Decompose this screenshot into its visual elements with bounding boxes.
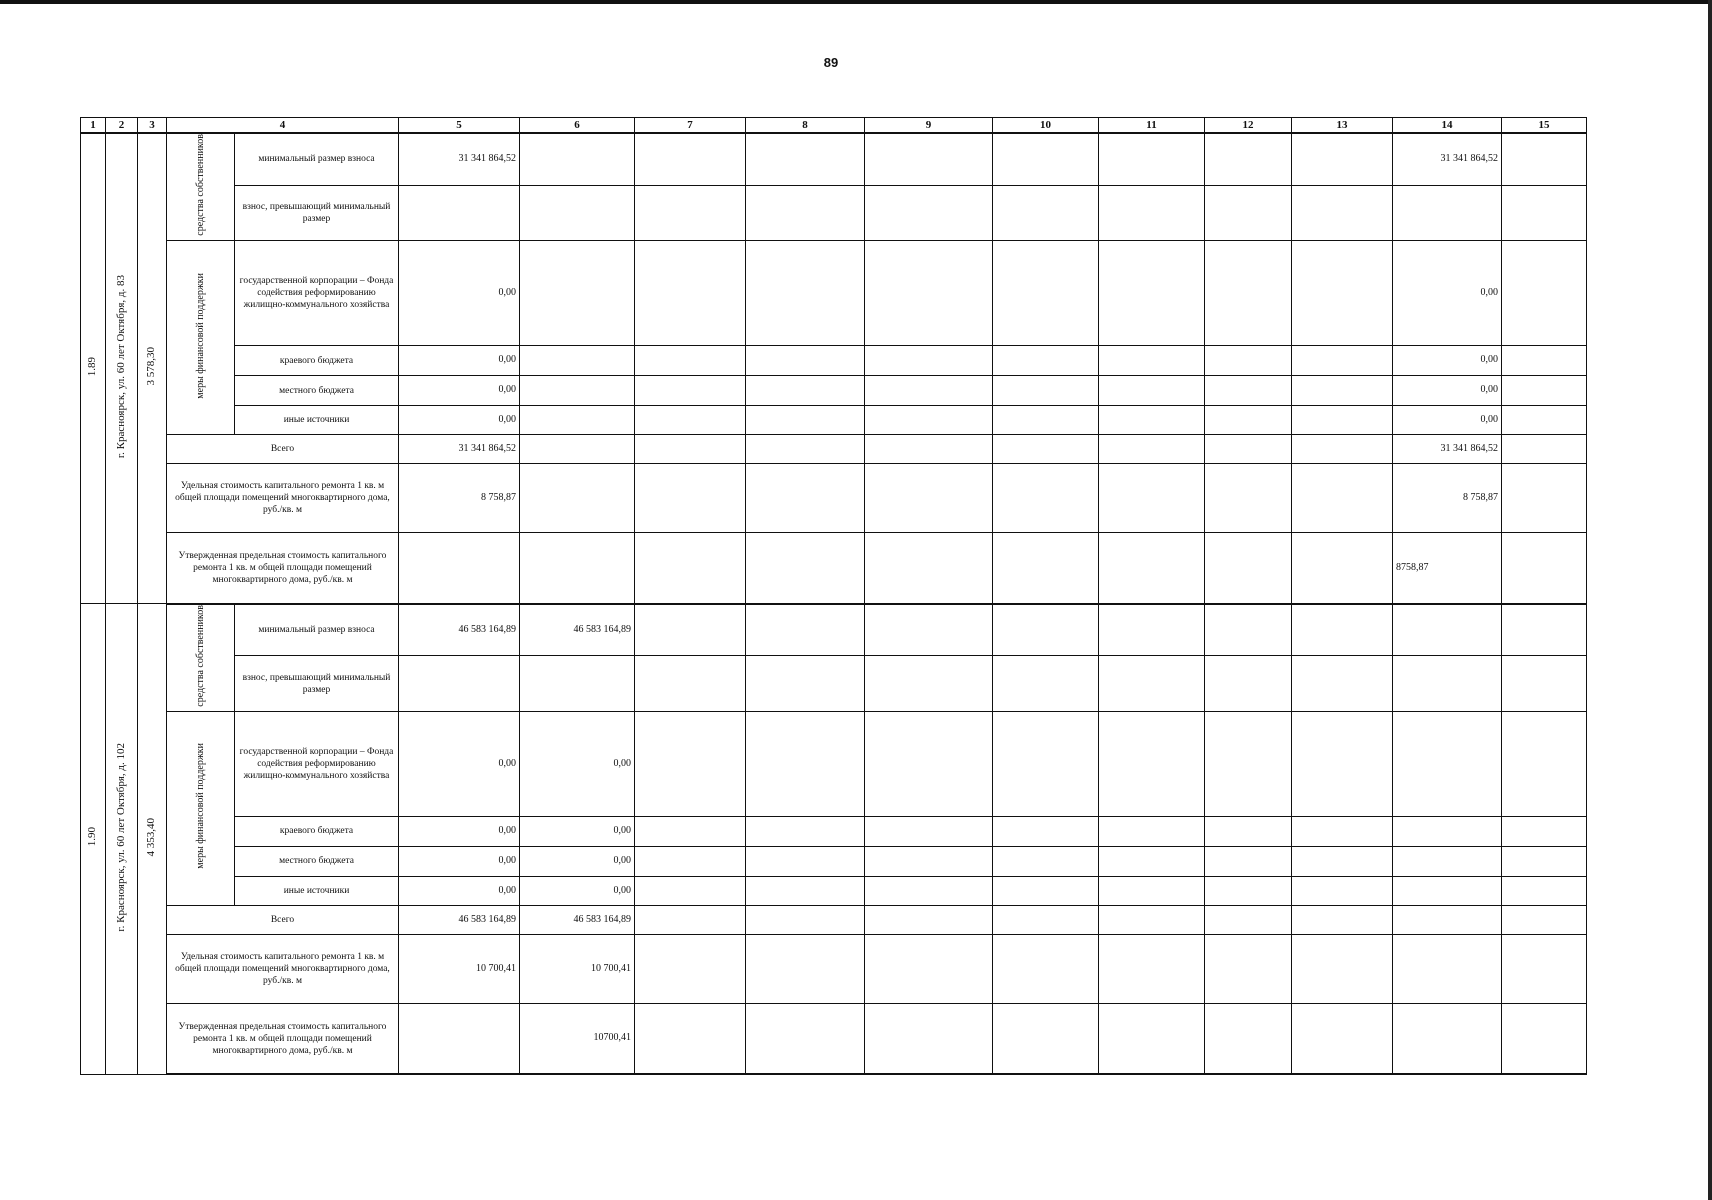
empty-col-15: [1502, 656, 1587, 712]
empty-col-13: [1292, 604, 1393, 656]
empty-col-10: [993, 656, 1099, 712]
column-header: 10: [993, 118, 1099, 134]
value-col-5: 10 700,41: [399, 934, 520, 1003]
empty-col-12: [1205, 711, 1292, 816]
table-row: [81, 934, 1587, 1003]
value-col-14: 0,00: [1393, 376, 1502, 406]
empty-col-7: [635, 604, 746, 656]
empty-col-9: [865, 435, 993, 464]
empty-col-8: [746, 905, 865, 934]
empty-col-11: [1099, 876, 1205, 905]
capital-repair-table: [80, 117, 1587, 1075]
value-col-14: [1393, 711, 1502, 816]
group-label: средства собственников: [194, 604, 206, 707]
empty-col-8: [746, 711, 865, 816]
value-col-5: 0,00: [399, 406, 520, 435]
empty-col-11: [1099, 1003, 1205, 1074]
empty-col-8: [746, 133, 865, 185]
value-col-14: 31 341 864,52: [1393, 435, 1502, 464]
value-col-6: [520, 241, 635, 346]
value-col-6: 46 583 164,89: [520, 905, 635, 934]
value-col-5: 0,00: [399, 346, 520, 376]
empty-col-13: [1292, 346, 1393, 376]
area-value: 4 353,40: [145, 817, 158, 857]
table-row: [81, 533, 1587, 604]
empty-col-7: [635, 435, 746, 464]
empty-col-10: [993, 376, 1099, 406]
table-row: [81, 711, 1587, 816]
value-col-6: 10 700,41: [520, 934, 635, 1003]
row-label: краевого бюджета: [235, 816, 399, 846]
value-col-6: 0,00: [520, 846, 635, 876]
empty-col-12: [1205, 464, 1292, 533]
value-col-14: 8758,87: [1393, 533, 1502, 604]
area-cell: [138, 604, 167, 1075]
address-cell: [106, 133, 138, 604]
value-col-14: [1393, 604, 1502, 656]
empty-col-15: [1502, 1003, 1587, 1074]
column-header: 4: [167, 118, 399, 134]
scan-right-border: [1708, 0, 1712, 1200]
empty-col-13: [1292, 711, 1393, 816]
row-label: государственной корпорации – Фонда содействия реформированию жилищно-коммунального хозяйства: [235, 241, 399, 346]
table-row: [81, 185, 1587, 241]
value-col-14: 0,00: [1393, 241, 1502, 346]
empty-col-8: [746, 846, 865, 876]
empty-col-10: [993, 846, 1099, 876]
empty-col-15: [1502, 133, 1587, 185]
table-row: [81, 435, 1587, 464]
value-col-14: [1393, 1003, 1502, 1074]
empty-col-13: [1292, 934, 1393, 1003]
row-label: Утвержденная предельная стоимость капитального ремонта 1 кв. м общей площади помещений многоквартирного дома, руб./кв. м: [167, 533, 399, 604]
owners-funds-group: [167, 604, 235, 712]
empty-col-11: [1099, 816, 1205, 846]
empty-col-8: [746, 406, 865, 435]
empty-col-12: [1205, 185, 1292, 241]
empty-col-12: [1205, 1003, 1292, 1074]
empty-col-10: [993, 816, 1099, 846]
value-col-14: 0,00: [1393, 346, 1502, 376]
empty-col-8: [746, 435, 865, 464]
empty-col-11: [1099, 241, 1205, 346]
empty-col-9: [865, 464, 993, 533]
empty-col-7: [635, 846, 746, 876]
empty-col-15: [1502, 711, 1587, 816]
row-label: иные источники: [235, 406, 399, 435]
empty-col-11: [1099, 905, 1205, 934]
group-label: средства собственников: [194, 134, 206, 236]
value-col-5: 0,00: [399, 846, 520, 876]
financial-support-group: [167, 711, 235, 905]
empty-col-13: [1292, 464, 1393, 533]
empty-col-8: [746, 346, 865, 376]
empty-col-15: [1502, 876, 1587, 905]
value-col-6: [520, 185, 635, 241]
area-cell: [138, 133, 167, 604]
row-label: взнос, превышающий минимальный размер: [235, 656, 399, 712]
empty-col-13: [1292, 905, 1393, 934]
empty-col-15: [1502, 435, 1587, 464]
empty-col-10: [993, 876, 1099, 905]
column-header: 6: [520, 118, 635, 134]
address-cell: [106, 604, 138, 1075]
empty-col-12: [1205, 656, 1292, 712]
empty-col-8: [746, 876, 865, 905]
row-label: иные источники: [235, 876, 399, 905]
empty-col-15: [1502, 376, 1587, 406]
value-col-6: 46 583 164,89: [520, 604, 635, 656]
row-label: государственной корпорации – Фонда содействия реформированию жилищно-коммунального хозяйства: [235, 711, 399, 816]
row-label: Удельная стоимость капитального ремонта 1 кв. м общей площади помещений многоквартирного дома, руб./кв. м: [167, 934, 399, 1003]
value-col-6: 0,00: [520, 711, 635, 816]
empty-col-15: [1502, 533, 1587, 604]
value-col-6: [520, 346, 635, 376]
empty-col-15: [1502, 604, 1587, 656]
empty-col-7: [635, 934, 746, 1003]
value-col-5: 0,00: [399, 816, 520, 846]
empty-col-11: [1099, 604, 1205, 656]
empty-col-12: [1205, 406, 1292, 435]
empty-col-7: [635, 185, 746, 241]
empty-col-10: [993, 1003, 1099, 1074]
value-col-5: 31 341 864,52: [399, 435, 520, 464]
empty-col-13: [1292, 376, 1393, 406]
table-row: [81, 876, 1587, 905]
value-col-14: [1393, 185, 1502, 241]
value-col-6: 10700,41: [520, 1003, 635, 1074]
empty-col-7: [635, 464, 746, 533]
empty-col-11: [1099, 346, 1205, 376]
value-col-14: [1393, 656, 1502, 712]
empty-col-7: [635, 346, 746, 376]
address: г. Красноярск, ул. 60 лет Октября, д. 83: [114, 274, 127, 458]
value-col-6: [520, 406, 635, 435]
empty-col-15: [1502, 816, 1587, 846]
empty-col-12: [1205, 816, 1292, 846]
value-col-5: 46 583 164,89: [399, 905, 520, 934]
value-col-5: [399, 533, 520, 604]
empty-col-8: [746, 376, 865, 406]
value-col-14: 8 758,87: [1393, 464, 1502, 533]
empty-col-8: [746, 533, 865, 604]
empty-col-12: [1205, 435, 1292, 464]
empty-col-8: [746, 816, 865, 846]
column-header: 12: [1205, 118, 1292, 134]
value-col-14: [1393, 905, 1502, 934]
value-col-14: [1393, 846, 1502, 876]
empty-col-13: [1292, 133, 1393, 185]
empty-col-7: [635, 133, 746, 185]
value-col-6: [520, 376, 635, 406]
empty-col-7: [635, 406, 746, 435]
value-col-14: 31 341 864,52: [1393, 133, 1502, 185]
empty-col-12: [1205, 133, 1292, 185]
empty-col-9: [865, 406, 993, 435]
value-col-14: [1393, 816, 1502, 846]
empty-col-7: [635, 533, 746, 604]
empty-col-10: [993, 604, 1099, 656]
empty-col-13: [1292, 406, 1393, 435]
value-col-6: 0,00: [520, 876, 635, 905]
empty-col-12: [1205, 934, 1292, 1003]
row-label: краевого бюджета: [235, 346, 399, 376]
empty-col-10: [993, 185, 1099, 241]
value-col-5: [399, 1003, 520, 1074]
empty-col-8: [746, 1003, 865, 1074]
value-col-6: [520, 533, 635, 604]
empty-col-7: [635, 1003, 746, 1074]
column-header: 8: [746, 118, 865, 134]
empty-col-9: [865, 934, 993, 1003]
empty-col-11: [1099, 464, 1205, 533]
row-label: Утвержденная предельная стоимость капитального ремонта 1 кв. м общей площади помещений многоквартирного дома, руб./кв. м: [167, 1003, 399, 1074]
empty-col-12: [1205, 241, 1292, 346]
empty-col-9: [865, 905, 993, 934]
empty-col-15: [1502, 241, 1587, 346]
empty-col-8: [746, 185, 865, 241]
empty-col-9: [865, 711, 993, 816]
empty-col-10: [993, 133, 1099, 185]
empty-col-11: [1099, 533, 1205, 604]
value-col-5: 8 758,87: [399, 464, 520, 533]
value-col-5: 0,00: [399, 376, 520, 406]
empty-col-11: [1099, 435, 1205, 464]
empty-col-8: [746, 604, 865, 656]
empty-col-11: [1099, 185, 1205, 241]
empty-col-13: [1292, 533, 1393, 604]
empty-col-15: [1502, 185, 1587, 241]
table-row: [81, 133, 1587, 185]
empty-col-10: [993, 905, 1099, 934]
row-label: Удельная стоимость капитального ремонта 1 кв. м общей площади помещений многоквартирного дома, руб./кв. м: [167, 464, 399, 533]
column-header: 14: [1393, 118, 1502, 134]
record-number: 1.90: [86, 827, 99, 847]
empty-col-9: [865, 241, 993, 346]
empty-col-12: [1205, 376, 1292, 406]
empty-col-15: [1502, 464, 1587, 533]
value-col-6: [520, 435, 635, 464]
value-col-6: [520, 464, 635, 533]
value-col-14: [1393, 934, 1502, 1003]
column-header: 7: [635, 118, 746, 134]
value-col-5: 46 583 164,89: [399, 604, 520, 656]
column-header: 9: [865, 118, 993, 134]
group-label: меры финансовой поддержки: [194, 743, 206, 870]
record-number-cell: [81, 133, 106, 604]
empty-col-13: [1292, 876, 1393, 905]
column-header: 3: [138, 118, 167, 134]
empty-col-13: [1292, 435, 1393, 464]
empty-col-9: [865, 185, 993, 241]
empty-col-12: [1205, 876, 1292, 905]
value-col-5: 0,00: [399, 711, 520, 816]
table-row: [81, 464, 1587, 533]
empty-col-9: [865, 376, 993, 406]
empty-col-12: [1205, 846, 1292, 876]
row-label: минимальный размер взноса: [235, 133, 399, 185]
empty-col-12: [1205, 533, 1292, 604]
empty-col-7: [635, 656, 746, 712]
empty-col-11: [1099, 133, 1205, 185]
table-row: [81, 241, 1587, 346]
column-header: 13: [1292, 118, 1393, 134]
column-header: 1: [81, 118, 106, 134]
empty-col-8: [746, 464, 865, 533]
empty-col-11: [1099, 846, 1205, 876]
empty-col-8: [746, 241, 865, 346]
row-label: взнос, превышающий минимальный размер: [235, 185, 399, 241]
empty-col-13: [1292, 816, 1393, 846]
empty-col-11: [1099, 711, 1205, 816]
value-col-14: 0,00: [1393, 406, 1502, 435]
empty-col-13: [1292, 656, 1393, 712]
empty-col-13: [1292, 241, 1393, 346]
empty-col-9: [865, 533, 993, 604]
empty-col-13: [1292, 1003, 1393, 1074]
address: г. Красноярск, ул. 60 лет Октября, д. 102: [114, 742, 127, 932]
column-header: 2: [106, 118, 138, 134]
empty-col-8: [746, 656, 865, 712]
empty-col-10: [993, 241, 1099, 346]
empty-col-7: [635, 905, 746, 934]
empty-col-12: [1205, 346, 1292, 376]
value-col-6: 0,00: [520, 816, 635, 846]
area-value: 3 578,30: [145, 347, 158, 386]
empty-col-10: [993, 711, 1099, 816]
value-col-14: [1393, 876, 1502, 905]
record-number: 1.89: [86, 356, 99, 376]
empty-col-15: [1502, 934, 1587, 1003]
empty-col-12: [1205, 604, 1292, 656]
scan-top-border: [0, 0, 1712, 4]
empty-col-15: [1502, 905, 1587, 934]
empty-col-9: [865, 1003, 993, 1074]
empty-col-10: [993, 435, 1099, 464]
empty-col-11: [1099, 934, 1205, 1003]
value-col-6: [520, 656, 635, 712]
empty-col-11: [1099, 406, 1205, 435]
value-col-6: [520, 133, 635, 185]
empty-col-7: [635, 376, 746, 406]
empty-col-7: [635, 816, 746, 846]
empty-col-13: [1292, 185, 1393, 241]
table-row: [81, 346, 1587, 376]
owners-funds-group: [167, 133, 235, 241]
empty-col-9: [865, 846, 993, 876]
empty-col-11: [1099, 656, 1205, 712]
empty-col-10: [993, 346, 1099, 376]
empty-col-15: [1502, 346, 1587, 376]
table-row: [81, 1003, 1587, 1074]
column-header: 11: [1099, 118, 1205, 134]
column-number-row: [81, 118, 1587, 134]
table-row: [81, 905, 1587, 934]
group-label: меры финансовой поддержки: [194, 272, 206, 399]
financial-support-group: [167, 241, 235, 435]
table-row: [81, 406, 1587, 435]
value-col-5: 0,00: [399, 876, 520, 905]
empty-col-10: [993, 464, 1099, 533]
empty-col-9: [865, 656, 993, 712]
empty-col-10: [993, 406, 1099, 435]
empty-col-12: [1205, 905, 1292, 934]
row-label: местного бюджета: [235, 846, 399, 876]
empty-col-9: [865, 604, 993, 656]
column-header: 5: [399, 118, 520, 134]
empty-col-8: [746, 934, 865, 1003]
page-number: 89: [823, 55, 839, 70]
table-row: [81, 816, 1587, 846]
empty-col-9: [865, 133, 993, 185]
empty-col-15: [1502, 406, 1587, 435]
empty-col-7: [635, 711, 746, 816]
empty-col-10: [993, 533, 1099, 604]
value-col-5: [399, 656, 520, 712]
empty-col-15: [1502, 846, 1587, 876]
row-label: Всего: [167, 905, 399, 934]
table-row: [81, 846, 1587, 876]
table-row: [81, 604, 1587, 656]
value-col-5: 0,00: [399, 241, 520, 346]
empty-col-7: [635, 241, 746, 346]
empty-col-10: [993, 934, 1099, 1003]
empty-col-9: [865, 346, 993, 376]
empty-col-13: [1292, 846, 1393, 876]
empty-col-9: [865, 816, 993, 846]
record-number-cell: [81, 604, 106, 1075]
table-row: [81, 376, 1587, 406]
row-label: минимальный размер взноса: [235, 604, 399, 656]
value-col-5: 31 341 864,52: [399, 133, 520, 185]
empty-col-9: [865, 876, 993, 905]
row-label: Всего: [167, 435, 399, 464]
value-col-5: [399, 185, 520, 241]
column-header: 15: [1502, 118, 1587, 134]
table-row: [81, 656, 1587, 712]
row-label: местного бюджета: [235, 376, 399, 406]
empty-col-11: [1099, 376, 1205, 406]
empty-col-7: [635, 876, 746, 905]
